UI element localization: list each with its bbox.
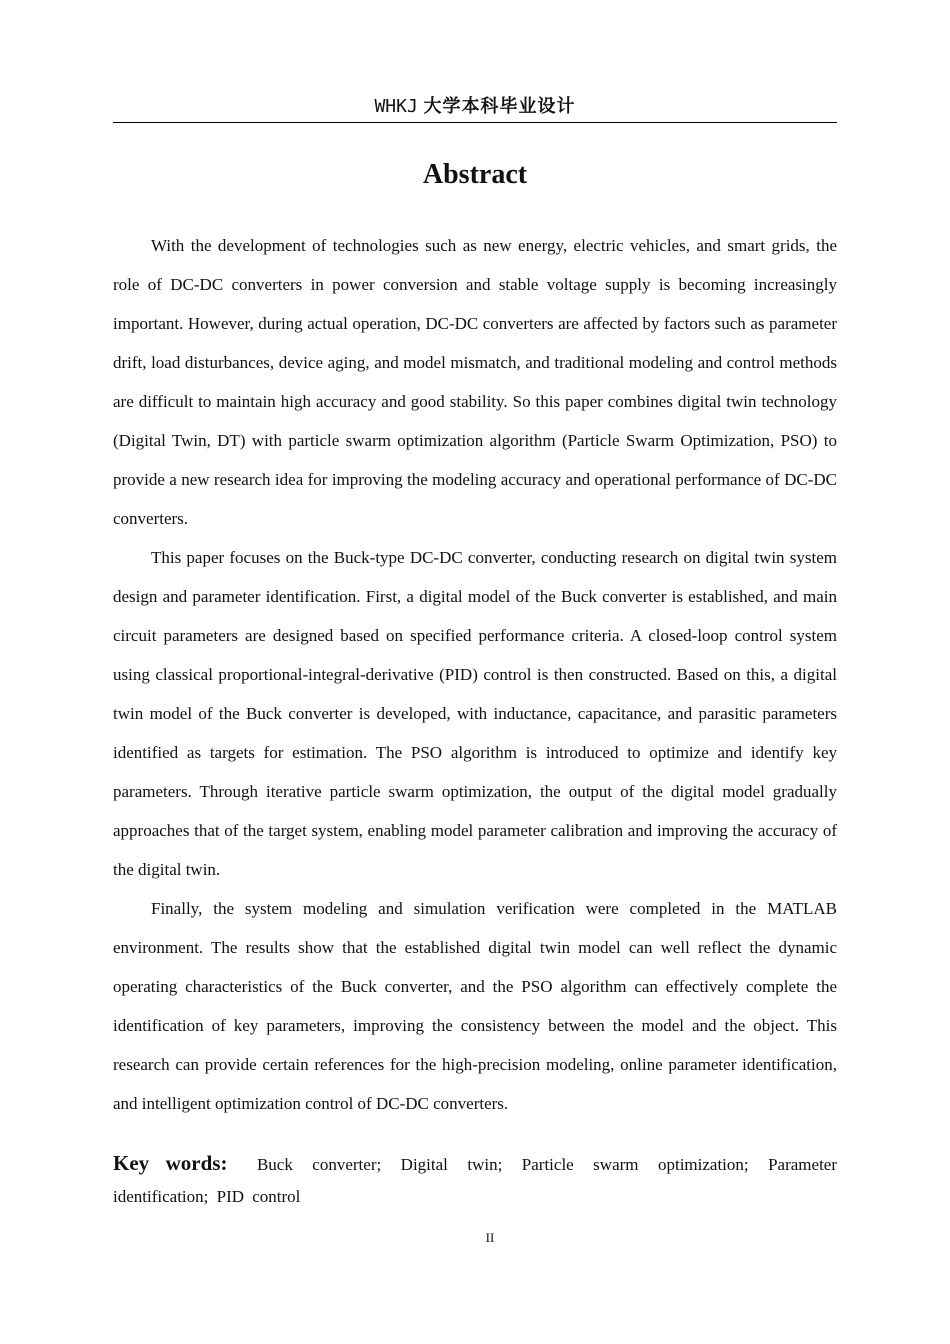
- abstract-paragraph-3: Finally, the system modeling and simulation verification were completed in the MATLAB environment. The results show that the established digital twin model can well reflect the dynamic operating characteristics of the Buck converter, and the PSO algorithm can effectively complete the identification of key parameters, improving the consistency between the model and the object. This research can provide certain references for the high-precision modeling, online parameter identification, and intelligent optimization control of DC-DC converters.: [113, 899, 837, 1113]
- page-title: Abstract: [422, 159, 528, 190]
- running-header: [113, 92, 837, 123]
- keywords-label: Key words:: [113, 1151, 228, 1175]
- keywords-list: Buck converter; Digital twin; Particle swarm optimization; Parameter identification; PID control: [113, 1155, 837, 1206]
- abstract-paragraph-2: This paper focuses on the Buck-type DC-DC converter, conducting research on digital twin system design and parameter identification. First, a digital model of the Buck converter is established, and main circuit parameters are designed based on specified performance criteria. A closed-loop control system using classical proportional-integral-derivative (PID) control is then constructed. Based on this, a digital twin model of the Buck converter is developed, with inductance, capacitance, and parasitic parameters identified as targets for estimation. The PSO algorithm is introduced to optimize and identify key parameters. Through iterative particle swarm optimization, the output of the digital model gradually approaches that of the target system, enabling model parameter calibration and improving the accuracy of the digital twin.: [113, 548, 837, 879]
- header-institution-code: WHKJ: [374, 96, 418, 117]
- keywords-section: [113, 1147, 837, 1213]
- header-thesis-label: 大学本科毕业设计: [423, 96, 576, 117]
- page-number: II: [485, 1230, 495, 1245]
- abstract-paragraph-1: With the development of technologies such as new energy, electric vehicles, and smart grids, the role of DC-DC converters in power conversion and stable voltage supply is becoming increasingly important. However, during actual operation, DC-DC converters are affected by factors such as parameter drift, load disturbances, device aging, and model mismatch, and traditional modeling and control methods are difficult to maintain high accuracy and good stability. So this paper combines digital twin technology (Digital Twin, DT) with particle swarm optimization algorithm (Particle Swarm Optimization, PSO) to provide a new research idea for improving the modeling accuracy and operational performance of DC-DC converters.: [113, 236, 837, 528]
- abstract-body: [113, 226, 837, 1123]
